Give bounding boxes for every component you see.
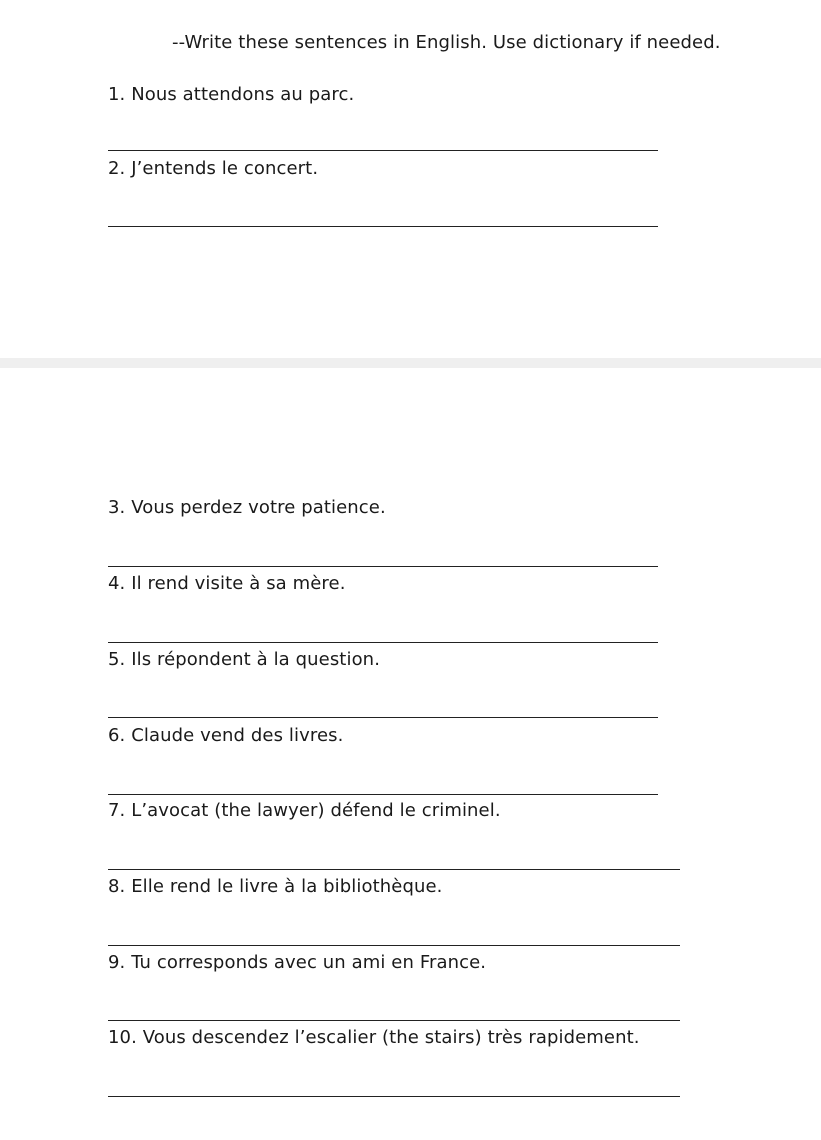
answer-line-9[interactable] [108, 1020, 680, 1021]
instructions-text: --Write these sentences in English. Use dictionary if needed. [172, 32, 721, 53]
sentence-1: 1. Nous attendons au parc. [108, 84, 355, 105]
answer-line-5[interactable] [108, 717, 658, 718]
sentence-5: 5. Ils répondent à la question. [108, 649, 381, 670]
answer-line-7[interactable] [108, 869, 680, 870]
sentence-6: 6. Claude vend des livres. [108, 725, 344, 746]
answer-line-8[interactable] [108, 945, 680, 946]
sentence-7: 7. L’avocat (the lawyer) défend le criminel. [108, 800, 501, 821]
answer-line-3[interactable] [108, 566, 658, 567]
sentence-10: 10. Vous descendez l’escalier (the stairs) très rapidement. [108, 1027, 640, 1048]
page-separator [0, 358, 821, 368]
answer-line-2[interactable] [108, 226, 658, 227]
sentence-4: 4. Il rend visite à sa mère. [108, 573, 346, 594]
answer-line-1[interactable] [108, 150, 658, 151]
answer-line-6[interactable] [108, 794, 658, 795]
sentence-9: 9. Tu corresponds avec un ami en France. [108, 952, 487, 973]
sentence-3: 3. Vous perdez votre patience. [108, 497, 386, 518]
answer-line-4[interactable] [108, 642, 658, 643]
sentence-8: 8. Elle rend le livre à la bibliothèque. [108, 876, 443, 897]
answer-line-10[interactable] [108, 1096, 680, 1097]
sentence-2: 2. J’entends le concert. [108, 158, 319, 179]
